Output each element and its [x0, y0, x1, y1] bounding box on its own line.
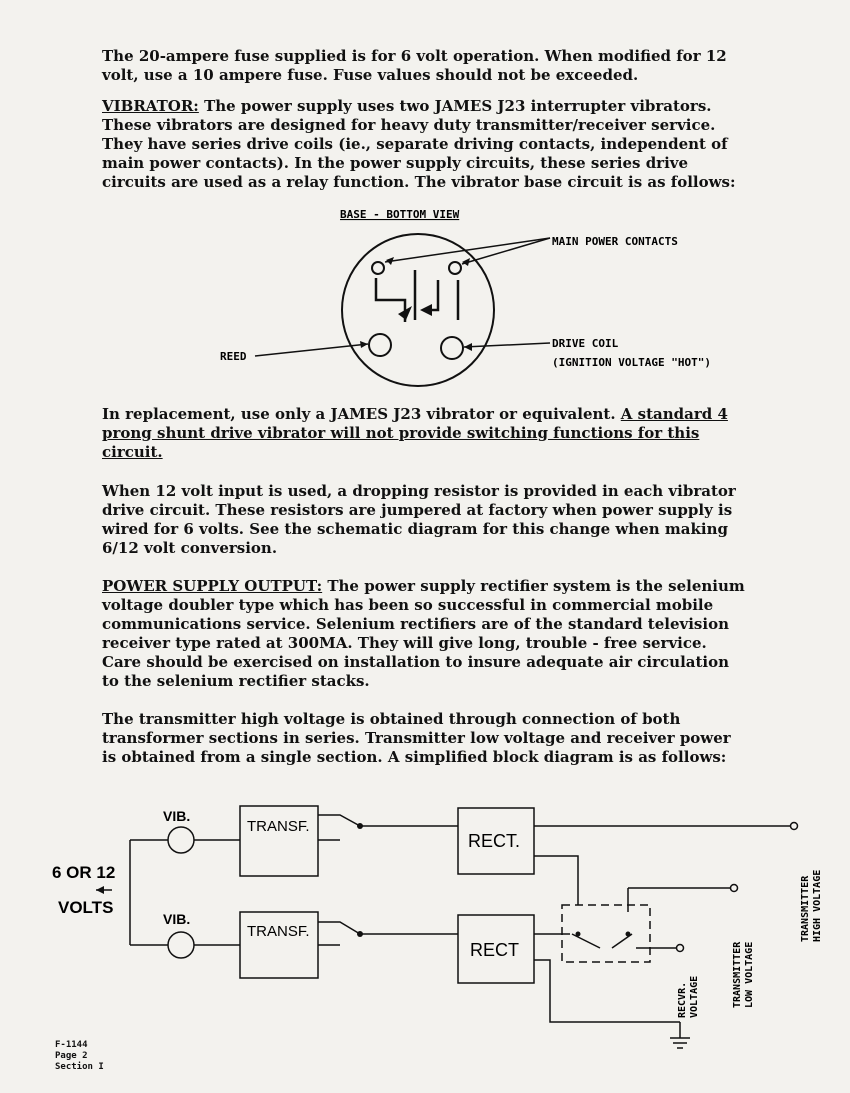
rect-top-to-switch: [534, 856, 578, 905]
twelve-volt-paragraph: When 12 volt input is used, a dropping resistor is provided in each vibrator drive circuit. These resistors are jumpered at factory when power supply is wired for 6 volts. See the schematic diagram for this change when making 6/12 volt conversion.: [102, 482, 736, 557]
pointer-reed-arrowhead: [360, 341, 368, 348]
main-power-contacts-label: MAIN POWER CONTACTS: [552, 235, 678, 248]
transf-bottom-box: [240, 912, 318, 978]
base-diagram-title: BASE - BOTTOM VIEW: [340, 208, 460, 221]
main-contact-pin-right: [449, 262, 461, 274]
input-arrowhead: [96, 886, 104, 894]
relay-bottom-contact: [357, 931, 363, 937]
power-output-body: The power supply rectifier system is the selenium voltage doubler type which has been so successful in commercial mobile communications service. Selenium rectifiers are of the standard television receiver type rated at 300MA. They will give long, trouble - free service. Care should be exercised on installation to insure adequate air circulation to the selenium rectifier stacks.: [102, 577, 745, 690]
pointer-main-contacts-right: [462, 238, 550, 264]
pointer-arrowhead-right: [462, 258, 470, 266]
switch-contact-2: [626, 932, 631, 937]
replacement-warning: A standard 4 prong shunt drive vibrator will not provide switching functions for this circuit.: [102, 405, 728, 461]
tx-low-label-1: TRANSMITTER: [732, 941, 743, 1008]
fuse-paragraph: The 20-ampere fuse supplied is for 6 volt operation. When modified for 12 volt, use a 10 ampere fuse. Fuse values should not be exceeded.: [102, 47, 727, 84]
vib-top-symbol: [168, 827, 194, 853]
relay-bottom-arm: [318, 922, 360, 934]
vib-top-label: VIB.: [163, 808, 191, 824]
tx-high-terminal: [791, 823, 798, 830]
recvr-terminal: [677, 945, 684, 952]
switch-contact-1: [576, 932, 581, 937]
recvr-voltage-label-2: VOLTAGE: [689, 975, 700, 1018]
transmitter-paragraph: The transmitter high voltage is obtained through connection of both transformer sections in series. Transmitter low voltage and receiver power is obtained from a single section. A simplified block diagram is as follows:: [102, 710, 731, 766]
drive-coil-pin: [441, 337, 463, 359]
pointer-main-contacts-left: [385, 238, 550, 262]
power-output-heading: POWER SUPPLY OUTPUT:: [102, 577, 323, 595]
tx-high-label-1: TRANSMITTER: [800, 875, 811, 942]
page-footer: [55, 1040, 104, 1073]
page-number: Page 2: [55, 1051, 88, 1061]
tx-low-label-2: LOW VOLTAGE: [744, 941, 755, 1008]
vibrator-heading: VIBRATOR:: [102, 97, 199, 115]
reed-label: REED: [220, 350, 247, 363]
vib-bottom-label: VIB.: [163, 911, 191, 927]
relay-top-arm: [318, 815, 360, 826]
transf-top-label: TRANSF.: [247, 818, 310, 835]
ground-symbol: [670, 1038, 690, 1048]
replacement-paragraph: [102, 405, 750, 462]
transf-bottom-label: TRANSF.: [247, 923, 310, 940]
vibrator-paragraph: [102, 97, 750, 192]
switch-arm-left: [572, 934, 600, 948]
recvr-voltage-label-1: RECVR.: [677, 981, 688, 1018]
rect-bottom-label: RECT: [470, 940, 519, 960]
replacement-plain: In replacement, use only a JAMES J23 vibrator or equivalent.: [102, 405, 621, 423]
vibrator-base-diagram: [200, 200, 800, 390]
block-diagram: [0, 795, 850, 1060]
doc-number: F-1144: [55, 1040, 88, 1050]
drive-coil-label: DRIVE COIL: [552, 337, 619, 350]
ground-return-wire: [534, 960, 680, 1022]
pointer-drive-coil-arrowhead: [464, 343, 472, 351]
input-voltage-label-2: VOLTS: [58, 898, 114, 917]
reed-pin: [369, 334, 391, 356]
tx-low-terminal: [731, 885, 738, 892]
pointer-drive-coil: [464, 343, 550, 347]
main-contact-pin-left: [372, 262, 384, 274]
section-label: Section I: [55, 1062, 104, 1072]
vib-bottom-symbol: [168, 932, 194, 958]
contact-arrow-right: [420, 304, 432, 316]
vibrator-body: The power supply uses two JAMES J23 interrupter vibrators. These vibrators are designed for heavy duty transmitter/receiver service. They have series drive coils (ie., separate driving contacts, independent of main power contacts). In the power supply circuits, these series drive circuits are used as a relay function. The vibrator base circuit is as follows:: [102, 97, 736, 191]
pointer-reed: [255, 344, 368, 356]
power-output-paragraph: [102, 577, 750, 691]
ignition-note: (IGNITION VOLTAGE "HOT"): [552, 356, 711, 369]
tx-high-label-2: HIGH VOLTAGE: [812, 869, 823, 942]
relay-contacts-box: [562, 905, 650, 962]
rect-top-label: RECT.: [468, 831, 521, 851]
input-voltage-label-1: 6 OR 12: [52, 863, 116, 882]
relay-top-contact: [357, 823, 363, 829]
transf-top-box: [240, 806, 318, 876]
